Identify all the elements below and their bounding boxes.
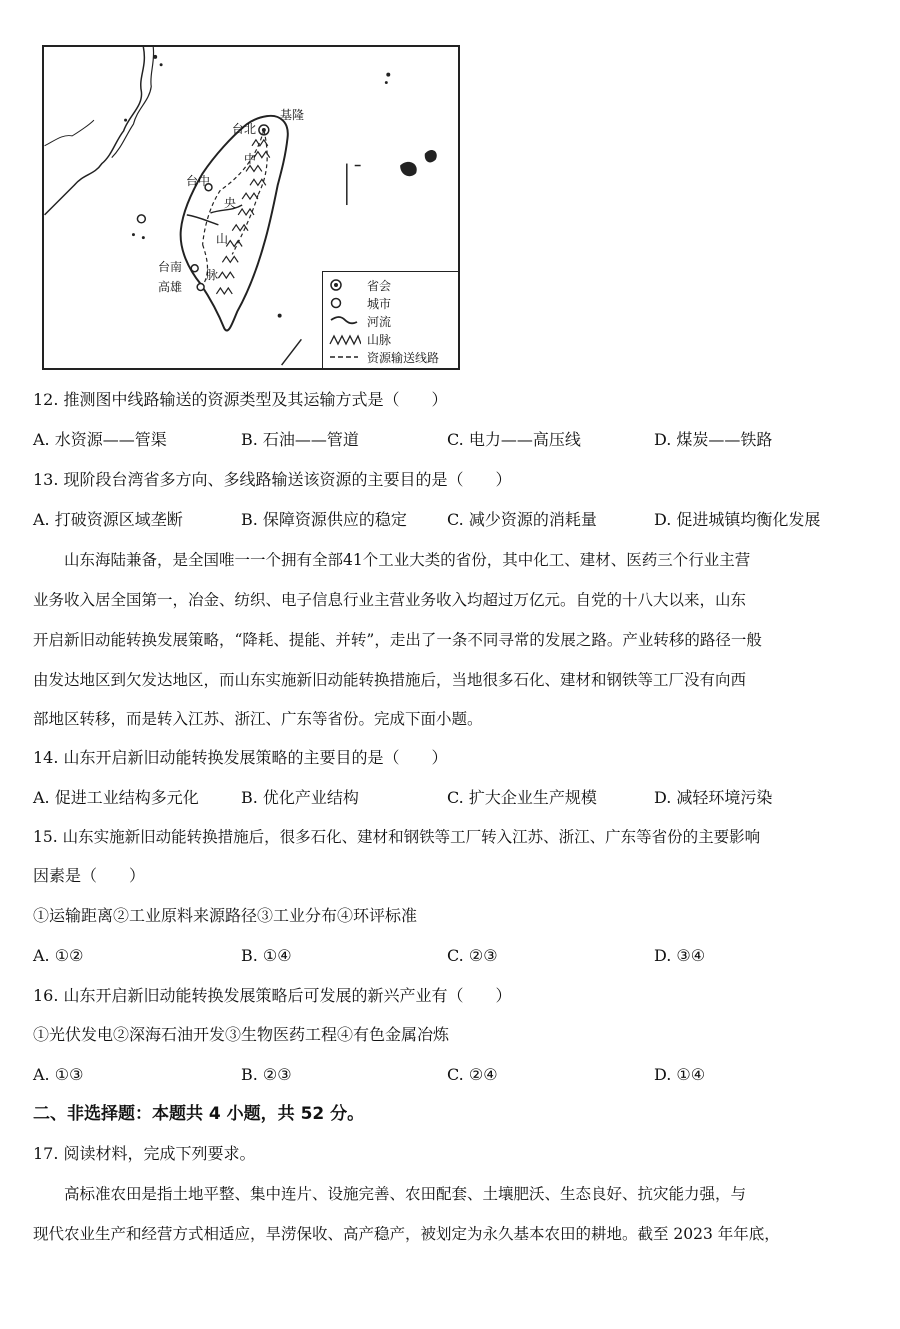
taiwan-outline (181, 116, 288, 331)
q13-stem: 13. 现阶段台湾省多方向、多线路输送该资源的主要目的是（ ） (33, 470, 512, 489)
river-2 (187, 215, 219, 225)
q17-passage-line-1: 高标准农田是指土地平整、集中连片、设施完善、农田配套、土壤肥沃、生态良好、抗灾能力强，与 (33, 1185, 747, 1203)
taipei-label: 台北 (232, 122, 257, 136)
passage-1-line-4: 由发达地区到欠发达地区，而山东实施新旧动能转换措施后，当地很多石化、建材和钢铁等工厂没有向西 (33, 671, 747, 689)
passage-1-line-5: 部地区转移，而是转入江苏、浙江、广东等省份。完成下面小题。 (33, 710, 483, 728)
legend-item-city (329, 294, 460, 312)
q17-stem: 17. 阅读材料，完成下列要求。 (33, 1144, 256, 1163)
provincial-capital-icon (329, 278, 363, 292)
q15-items: ①运输距离②工业原料来源路径③工业分布④环评标准 (33, 906, 418, 925)
q15-option-d: D. ③④ (654, 946, 706, 965)
dashed-line-icon (329, 350, 363, 364)
legend-label: 资源输送线路 (367, 350, 440, 365)
range-char-4: 脉 (206, 268, 219, 282)
q17-passage-line-2: 现代农业生产和经营方式相适应，旱涝保收、高产稳产，被划定为永久基本农田的耕地。截至 2023 年年底， (33, 1225, 780, 1243)
q12-option-d: D. 煤炭——铁路 (654, 430, 773, 449)
passage-1-line-2: 业务收入居全国第一，冶金、纺织、电子信息行业主营业务收入均超过万亿元。自党的十八大以来，山东 (33, 591, 747, 609)
taiwan-map (42, 45, 460, 370)
q13-option-d: D. 促进城镇均衡化发展 (654, 510, 821, 529)
section-2-heading: 二、非选择题：本题共 4 小题，共 52 分。 (33, 1104, 365, 1124)
legend-label: 省会 (367, 278, 392, 293)
q16-option-c: C. ②④ (447, 1065, 498, 1084)
tainan-label: 台南 (158, 260, 183, 274)
q15-option-b: B. ①④ (241, 946, 292, 965)
passage-1-line-3: 开启新旧动能转换发展策略，“降耗、提能、并转”，走出了一条不同寻常的发展之路。产业转移的路径一般 (33, 631, 762, 649)
q14-stem: 14. 山东开启新旧动能转换发展策略的主要目的是（ ） (33, 748, 448, 767)
range-char-1: 中 (244, 152, 257, 166)
q14-option-c: C. 扩大企业生产规模 (447, 788, 597, 807)
kaohsiung-city-marker (197, 284, 204, 291)
q16-option-b: B. ②③ (241, 1065, 292, 1084)
q16-items: ①光伏发电②深海石油开发③生物医药工程④有色金属冶炼 (33, 1025, 450, 1044)
legend-item-resource-line (329, 348, 460, 366)
map-legend (322, 271, 460, 370)
river-icon (329, 314, 363, 328)
range-char-2: 央 (224, 196, 237, 210)
q12-option-a: A. 水资源——管渠 (33, 430, 167, 449)
q13-option-a: A. 打破资源区域垄断 (33, 510, 183, 529)
q12-option-b: B. 石油——管道 (241, 430, 359, 449)
legend-item-river (329, 312, 460, 330)
legend-item-capital (329, 276, 460, 294)
q15-option-c: C. ②③ (447, 946, 498, 965)
q15-stem-line-1: 15. 山东实施新旧动能转换措施后，很多石化、建材和钢铁等工厂转入江苏、浙江、广东等省份的主要影响 (33, 828, 761, 846)
tainan-city-marker (191, 265, 198, 272)
q16-option-a: A. ①③ (33, 1065, 84, 1084)
q16-option-d: D. ①④ (654, 1065, 706, 1084)
mountain-icon (329, 332, 363, 346)
q14-option-b: B. 优化产业结构 (241, 788, 359, 807)
keelung-label: 基隆 (280, 108, 305, 122)
q13-option-b: B. 保障资源供应的稳定 (241, 510, 407, 529)
legend-label: 河流 (367, 314, 392, 329)
legend-label: 山脉 (367, 332, 392, 347)
q13-option-c: C. 减少资源的消耗量 (447, 510, 597, 529)
passage-1-line-1: 山东海陆兼备，是全国唯一一个拥有全部41个工业大类的省份，其中化工、建材、医药三个行业主营 (33, 551, 751, 569)
q16-stem: 16. 山东开启新旧动能转换发展策略后可发展的新兴产业有（ ） (33, 986, 512, 1005)
q15-stem-line-2: 因素是（ ） (33, 866, 146, 885)
legend-item-mountain (329, 330, 460, 348)
kaohsiung-label: 高雄 (158, 280, 183, 294)
q12-option-c: C. 电力——高压线 (447, 430, 581, 449)
q15-option-a: A. ①② (33, 946, 84, 965)
legend-label: 城市 (367, 296, 392, 311)
city-icon (329, 296, 363, 310)
q14-option-d: D. 减轻环境污染 (654, 788, 773, 807)
taichung-label: 台中 (186, 174, 211, 188)
range-char-3: 山 (216, 232, 229, 246)
q12-stem: 12. 推测图中线路输送的资源类型及其运输方式是（ ） (33, 390, 448, 409)
q14-option-a: A. 促进工业结构多元化 (33, 788, 199, 807)
